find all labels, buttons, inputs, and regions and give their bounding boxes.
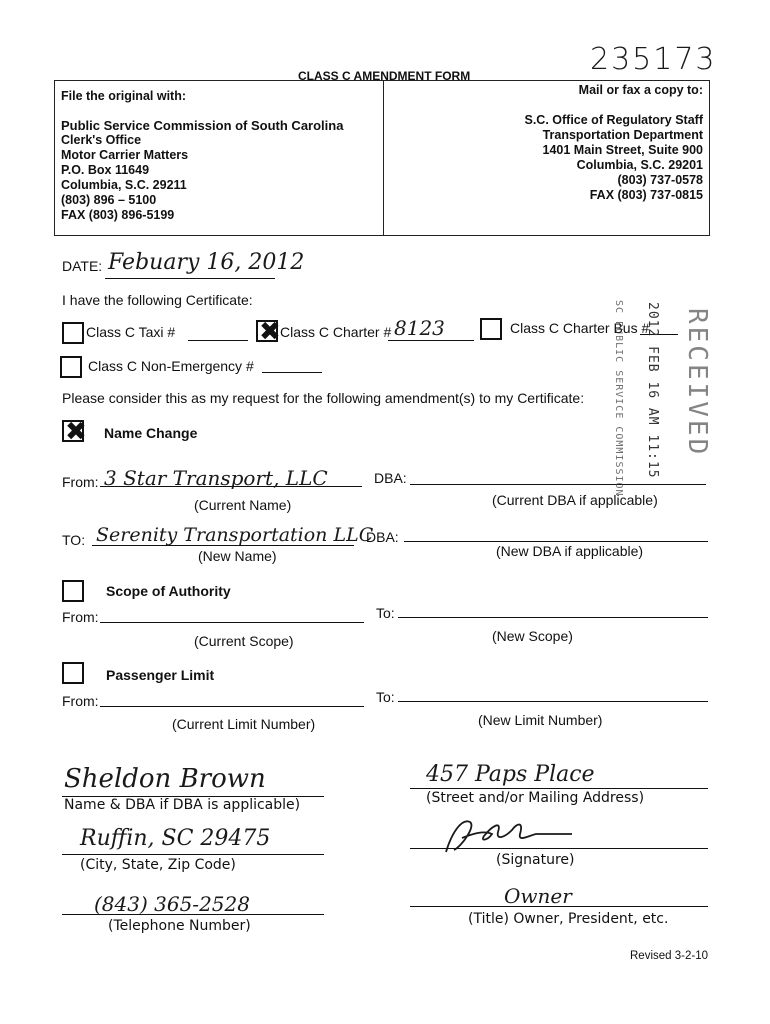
request-prompt: Please consider this as my request for the following amendment(s) to my Certificate: [62, 390, 585, 406]
passenger-limit-checkbox[interactable] [62, 662, 84, 684]
to-dba-label: DBA: [366, 529, 399, 545]
limit-from-line[interactable] [100, 706, 364, 707]
from-name-value[interactable]: 3 Star Transport, LLC [104, 466, 328, 490]
to-dba-caption: (New DBA if applicable) [496, 543, 644, 559]
certificate-prompt: I have the following Certificate: [62, 292, 253, 308]
scope-to-line[interactable] [398, 617, 708, 618]
date-label: DATE: [62, 258, 103, 274]
title-caption: (Title) Owner, President, etc. [468, 911, 669, 927]
copy-to-line: S.C. Office of Regulatory Staff [524, 113, 703, 127]
city-value[interactable]: Ruffin, SC 29475 [80, 826, 271, 851]
phone-caption: (Telephone Number) [108, 918, 251, 934]
file-with-line: Public Service Commission of South Carolina [61, 118, 344, 133]
file-with-line: P.O. Box 11649 [61, 163, 150, 177]
to-dba-line[interactable] [404, 541, 708, 542]
copy-to-line: (803) 737-0578 [617, 173, 703, 187]
city-caption: (City, State, Zip Code) [80, 857, 236, 873]
charter-label: Class C Charter # [280, 324, 392, 340]
limit-to-label: To: [376, 689, 395, 705]
charter-bus-label: Class C Charter Bus # [510, 320, 650, 336]
from-name-caption: (Current Name) [194, 497, 292, 513]
passenger-limit-label: Passenger Limit [106, 667, 215, 683]
limit-to-caption: (New Limit Number) [478, 712, 603, 728]
form-title: CLASS C AMENDMENT FORM [298, 69, 471, 83]
street-caption: (Street and/or Mailing Address) [426, 790, 645, 806]
taxi-checkbox[interactable] [62, 322, 84, 344]
charter-number[interactable]: 8123 [394, 316, 445, 340]
title-value[interactable]: Owner [504, 884, 572, 908]
copy-to-line: Columbia, S.C. 29201 [576, 158, 703, 172]
name-change-label: Name Change [104, 425, 198, 441]
charter-checkbox[interactable] [256, 320, 278, 342]
copy-to-line: Transportation Department [542, 128, 703, 142]
scope-from-label: From: [62, 609, 99, 625]
date-stamp: 2012 FEB 16 AM 11:15 [645, 302, 660, 479]
limit-from-caption: (Current Limit Number) [172, 716, 316, 732]
scope-to-caption: (New Scope) [492, 628, 573, 644]
from-name-label: From: [62, 474, 99, 490]
signature-caption: (Signature) [496, 852, 575, 868]
copy-to-heading: Mail or fax a copy to: [578, 83, 703, 97]
copy-to-line: 1401 Main Street, Suite 900 [542, 143, 703, 157]
phone-value[interactable]: (843) 365-2528 [94, 892, 250, 916]
copy-to-line: FAX (803) 737-0815 [589, 188, 703, 202]
form-number: 235173 [590, 42, 717, 77]
file-with-line: Clerk's Office [61, 133, 142, 147]
scope-from-caption: (Current Scope) [194, 633, 294, 649]
street-value[interactable]: 457 Paps Place [426, 762, 595, 787]
charter-bus-checkbox[interactable] [480, 318, 502, 340]
agency-stamp: SC PUBLIC SERVICE COMMISSION [613, 300, 624, 497]
scope-label: Scope of Authority [106, 583, 231, 599]
limit-from-label: From: [62, 693, 99, 709]
limit-to-line[interactable] [398, 701, 708, 702]
scope-to-label: To: [376, 605, 395, 621]
name-caption: Name & DBA if DBA is applicable) [64, 797, 301, 813]
scope-from-line[interactable] [100, 622, 364, 623]
to-name-value[interactable]: Serenity Transportation LLC [96, 524, 374, 546]
from-dba-caption: (Current DBA if applicable) [492, 492, 658, 508]
taxi-label: Class C Taxi # [86, 324, 176, 340]
copy-to-block [525, 83, 704, 203]
to-name-label: TO: [62, 532, 86, 548]
scope-checkbox[interactable] [62, 580, 84, 602]
date-value[interactable]: Febuary 16, 2012 [108, 250, 305, 275]
from-dba-label: DBA: [374, 470, 407, 486]
file-with-line: Motor Carrier Matters [61, 148, 189, 162]
file-with-line: FAX (803) 896-5199 [61, 208, 175, 222]
revised-note: Revised 3-2-10 [630, 950, 708, 962]
received-stamp: RECEIVED [682, 308, 712, 458]
non-emergency-checkbox[interactable] [60, 356, 82, 378]
name-value[interactable]: Sheldon Brown [64, 764, 266, 794]
from-dba-line[interactable] [410, 484, 706, 485]
file-with-block [61, 87, 343, 223]
file-with-line: Columbia, S.C. 29211 [61, 178, 187, 192]
file-with-heading: File the original with: [61, 89, 186, 103]
header-box [54, 80, 710, 236]
file-with-line: (803) 896 – 5100 [61, 193, 157, 207]
non-emergency-label: Class C Non-Emergency # [88, 358, 254, 374]
name-change-checkbox[interactable] [62, 420, 84, 442]
to-name-caption: (New Name) [198, 548, 277, 564]
